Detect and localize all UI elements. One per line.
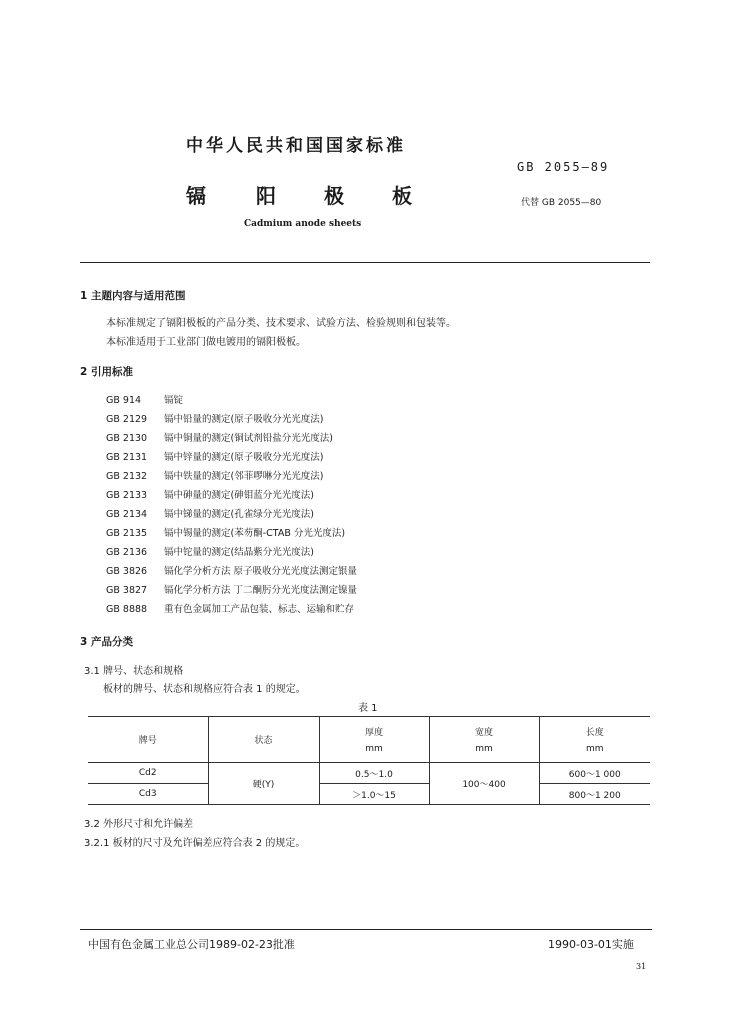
header-length-label: 长度 [585,728,604,738]
cell-length: 800～1 200 [539,784,650,805]
cell-length: 600～1 000 [539,763,650,784]
section-3-1-heading: 3.1 牌号、状态和规格 [84,666,184,677]
cell-thickness: ＞1.0～15 [319,784,429,805]
section-3-2-heading: 3.2 外形尺寸和允许偏差 [84,819,194,830]
doc-title-char-2: 阳 [256,184,276,208]
section-3-heading: 3 产品分类 [80,636,133,648]
table-1-caption: 表 1 [358,703,378,714]
reference-title: 镉中锑量的测定(孔雀绿分光光度法) [164,509,314,520]
reference-code: GB 914 [106,395,142,406]
section-3-2-1-text: 3.2.1 板材的尺寸及允许偏差应符合表 2 的规定。 [84,838,306,849]
cell-width: 100～400 [429,763,539,805]
table-1 [88,716,650,805]
section-1-para-1: 本标准规定了镉阳极板的产品分类、技术要求、试验方法、检验规则和包装等。 [106,318,456,329]
header-divider [80,262,650,263]
reference-item [106,392,183,406]
reference-code: GB 2132 [106,471,148,482]
header-grade: 牌号 [88,717,208,763]
header-width-unit: mm [475,744,493,754]
national-standard-title: 中华人民共和国国家标准 [186,136,406,156]
approval-note: 中国有色金属工业总公司1989-02-23批准 [88,938,295,951]
reference-title: 镉化学分析方法 丁二酮肟分光光度法测定镍量 [164,585,358,596]
standard-number: GB 2055—89 [517,160,610,174]
cell-grade: Cd3 [88,784,208,805]
section-1-heading: 1 主题内容与适用范围 [80,290,186,302]
reference-item [106,601,354,615]
table-row [88,763,650,784]
reference-code: GB 2136 [106,547,148,558]
reference-item [106,582,357,596]
cell-temper: 硬(Y) [208,763,319,805]
reference-item [106,525,345,539]
table-header-row [88,717,650,763]
reference-item [106,468,323,482]
reference-item [106,411,323,425]
reference-title: 镉中铁量的测定(邻菲啰啉分光光度法) [164,471,324,482]
reference-title: 镉中锌量的测定(原子吸收分光光度法) [164,452,324,463]
footer-divider [80,929,652,930]
reference-code: GB 8888 [106,604,148,615]
section-1-para-2: 本标准适用于工业部门做电镀用的镉阳极板。 [106,337,306,348]
doc-title-char-4: 板 [392,184,412,208]
reference-title: 镉中铊量的测定(结晶紫分光光度法) [164,547,314,558]
reference-title: 镉锭 [164,395,184,406]
header-length [539,717,650,763]
effective-date: 1990-03-01实施 [548,938,634,951]
header-thickness-unit: mm [365,744,383,754]
english-title: Cadmium anode sheets [244,219,362,229]
page-number: 31 [636,962,647,971]
reference-title: 镉中铜量的测定(铜试剂铅盐分光光度法) [164,433,333,444]
header-thickness [319,717,429,763]
cell-thickness: 0.5～1.0 [319,763,429,784]
cell-grade: Cd2 [88,763,208,784]
reference-title: 镉化学分析方法 原子吸收分光光度法测定银量 [164,566,358,577]
doc-title-char-3: 极 [324,184,344,208]
reference-code: GB 2130 [106,433,148,444]
header-temper: 状态 [208,717,319,763]
reference-code: GB 3827 [106,585,148,596]
reference-title: 重有色金属加工产品包装、标志、运输和贮存 [164,604,355,615]
header-length-unit: mm [585,744,604,754]
doc-title-char-1: 镉 [186,184,206,208]
reference-code: GB 2131 [106,452,148,463]
reference-code: GB 2135 [106,528,148,539]
reference-item [106,544,314,558]
section-3-1-text: 板材的牌号、状态和规格应符合表 1 的规定。 [103,684,306,695]
reference-item [106,563,357,577]
header-width [429,717,539,763]
header-thickness-label: 厚度 [364,728,383,738]
reference-code: GB 2129 [106,414,148,425]
reference-item [106,449,323,463]
reference-code: GB 2133 [106,490,148,501]
reference-item [106,487,314,501]
reference-code: GB 2134 [106,509,148,520]
table-row [88,784,650,805]
section-2-heading: 2 引用标准 [80,366,133,378]
header-width-label: 宽度 [474,728,493,738]
reference-title: 镉中锡量的测定(苯芴酮-CTAB 分光光度法) [164,528,346,539]
reference-code: GB 3826 [106,566,148,577]
reference-title: 镉中砷量的测定(砷钼蓝分光光度法) [164,490,314,501]
reference-title: 镉中铅量的测定(原子吸收分光光度法) [164,414,324,425]
reference-item [106,506,314,520]
reference-item [106,430,333,444]
replaces-note: 代替 GB 2055—80 [521,198,602,208]
